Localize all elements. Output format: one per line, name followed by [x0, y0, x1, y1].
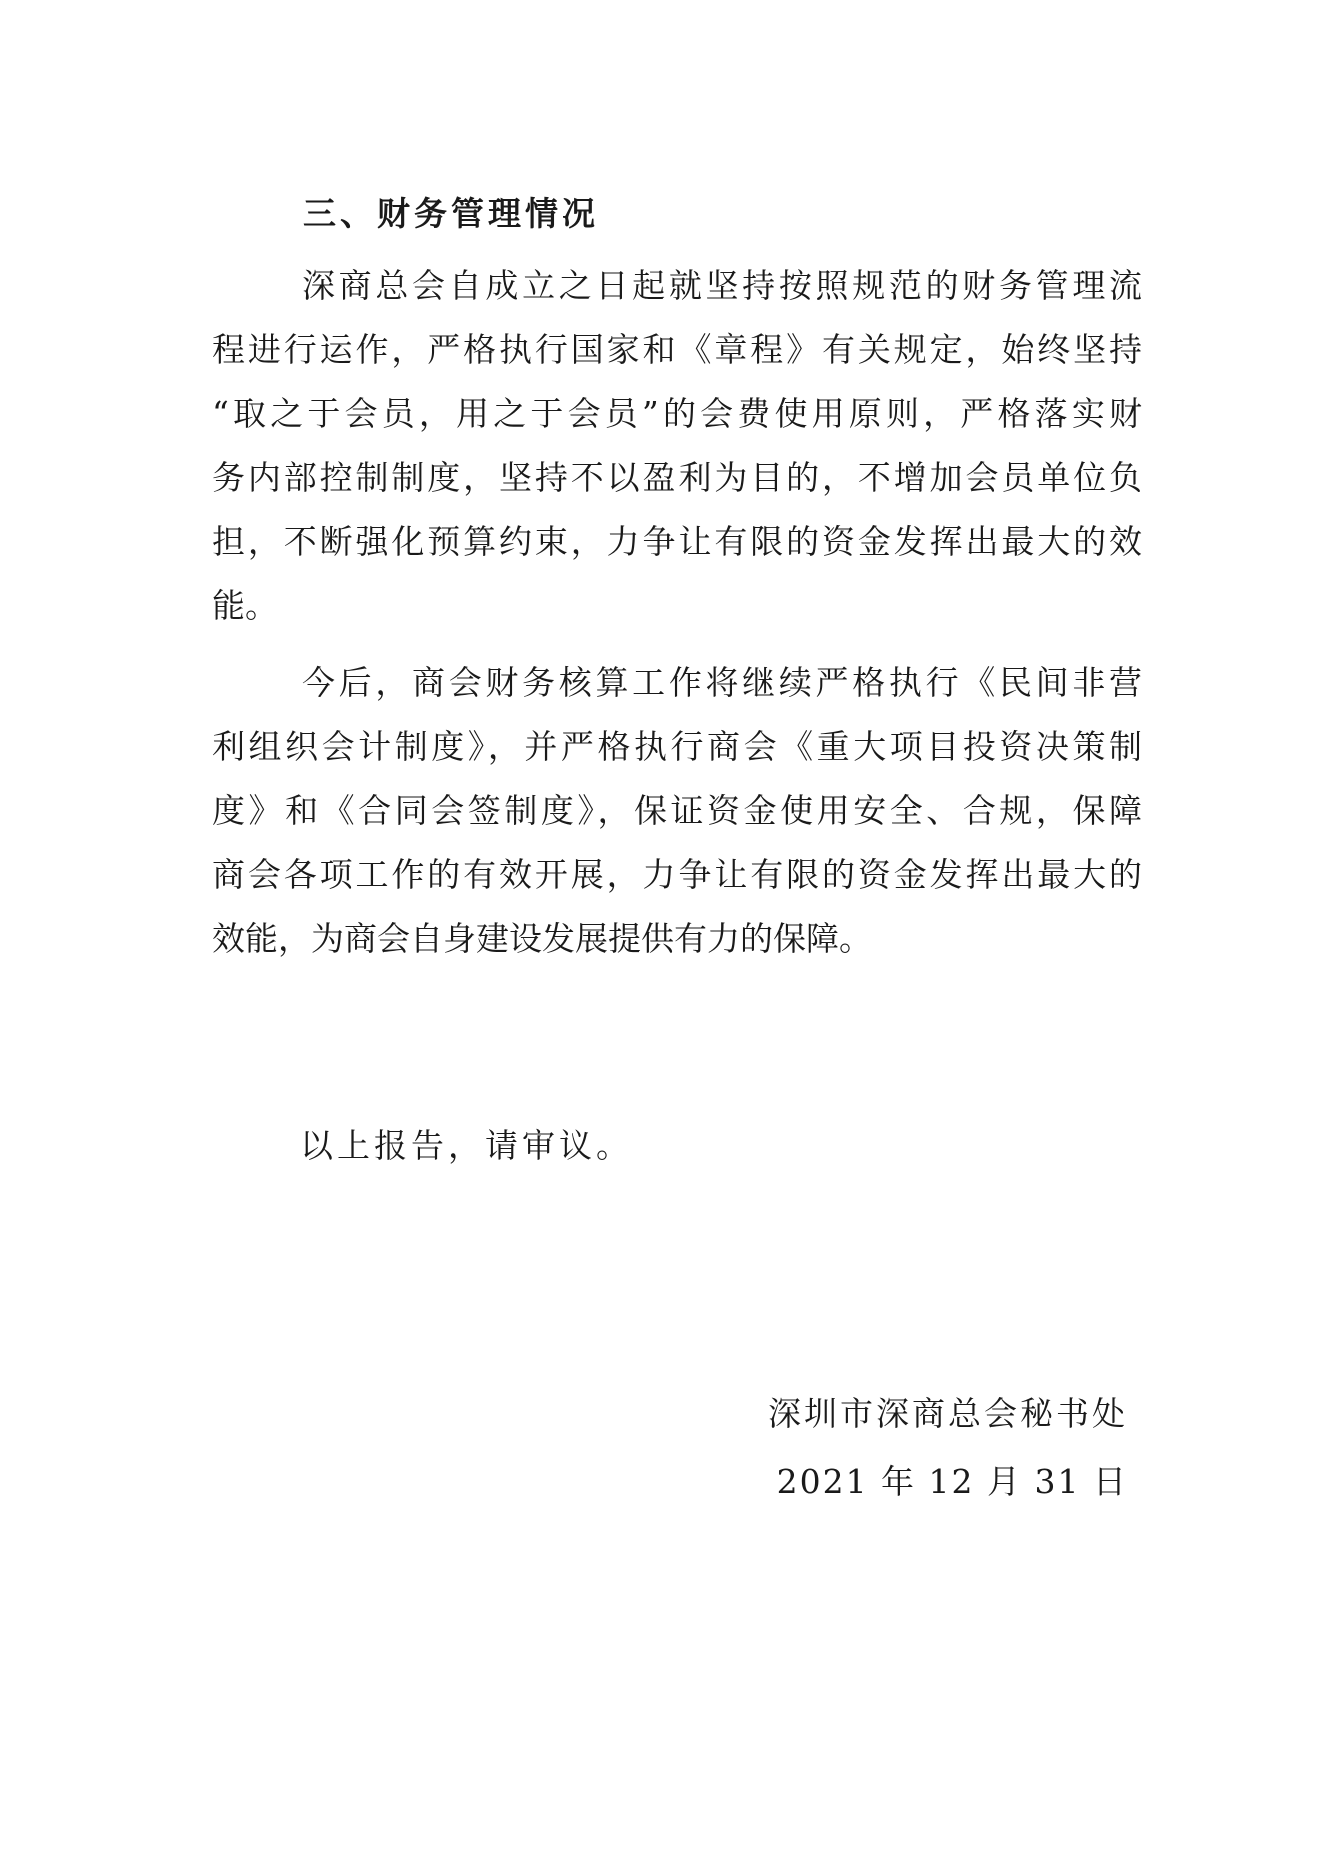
paragraph-line: 今后，商会财务核算工作将继续严格执行《民间非营 [302, 663, 1142, 702]
paragraph-line: 担，不断强化预算约束，力争让有限的资金发挥出最大的效 [212, 522, 1142, 561]
signature-date: 2021 年 12 月 31 日 [776, 1462, 1128, 1501]
paragraph-line: 深商总会自成立之日起就坚持按照规范的财务管理流 [302, 266, 1142, 305]
paragraph-line: “取之于会员，用之于会员”的会费使用原则，严格落实财 [212, 394, 1142, 433]
paragraph-line: 效能，为商会自身建设发展提供有力的保障。 [212, 919, 872, 958]
paragraph-line: 务内部控制制度，坚持不以盈利为目的，不增加会员单位负 [212, 458, 1142, 497]
closing-remark: 以上报告，请审议。 [300, 1126, 633, 1165]
paragraph-line: 度》和《合同会签制度》，保证资金使用安全、合规，保障 [212, 791, 1142, 830]
paragraph-financial-management [212, 254, 1142, 638]
paragraph-line: 能。 [212, 586, 278, 625]
section-heading: 三、财务管理情况 [303, 194, 599, 233]
paragraph-line: 商会各项工作的有效开展，力争让有限的资金发挥出最大的 [212, 855, 1142, 894]
paragraph-line: 程进行运作，严格执行国家和《章程》有关规定，始终坚持 [212, 330, 1142, 369]
signature-organization: 深圳市深商总会秘书处 [768, 1394, 1128, 1433]
paragraph-line: 利组织会计制度》，并严格执行商会《重大项目投资决策制 [212, 727, 1142, 766]
paragraph-future-plan [212, 651, 1142, 971]
